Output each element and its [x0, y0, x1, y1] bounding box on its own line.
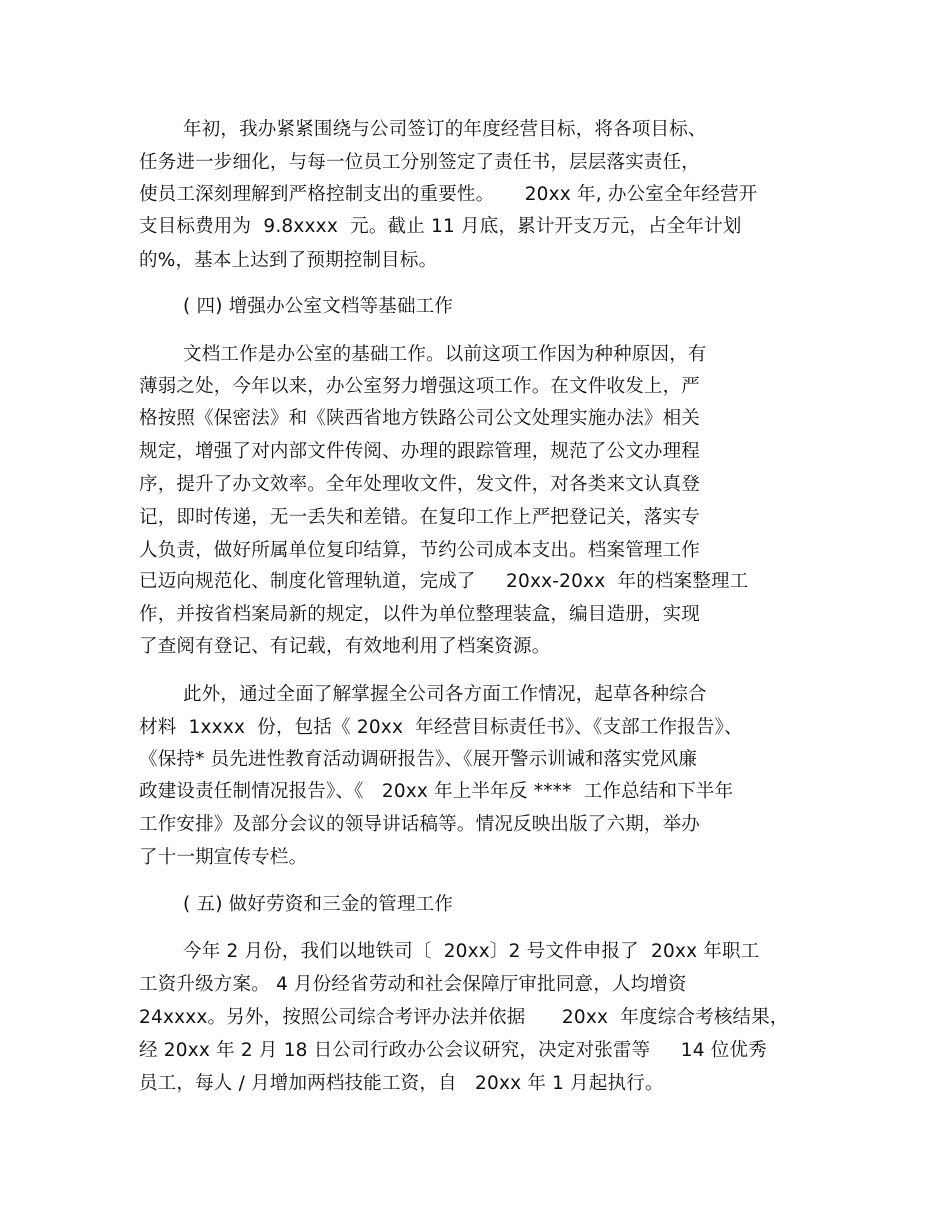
text-line: 了查阅有登记、有记载，有效地利用了档案资源。: [139, 636, 551, 657]
text-line: 的%，基本上达到了预期控制目标。: [139, 250, 438, 271]
text-line: 支目标费用为 9.8xxxx 元。截止 11 月底，累计开支万元，占全年计划: [139, 216, 742, 237]
text-line: 格按照《保密法》和《陕西省地方铁路公司公文处理实施办法》相关: [139, 408, 701, 429]
text-line: 今年 2 月份，我们以地铁司〔 20xx〕2 号文件申报了 20xx 年职工: [183, 941, 760, 962]
text-line: 使员工深刻理解到严格控制支出的重要性。 20xx 年, 办公室全年经营开: [139, 184, 758, 205]
text-line: 年初，我办紧紧围绕与公司签订的年度经营目标，将各项目标、: [183, 119, 707, 140]
text-line: 人负责，做好所属单位复印结算，节约公司成本支出。档案管理工作: [139, 540, 701, 561]
text-line: 作，并按省档案局新的规定，以件为单位整理装盒，编目造册，实现: [139, 604, 701, 625]
section-heading: ( 四) 增强办公室文档等基础工作: [183, 296, 454, 317]
text-line: 经 20xx 年 2 月 18 日公司行政办公会议研究，决定对张雷等 14 位优秀: [139, 1040, 767, 1061]
text-line: 规定，增强了对内部文件传阅、办理的跟踪管理，规范了公文办理程: [139, 441, 701, 462]
text-line: 工资升级方案。 4 月份经省劳动和社会保障厅审批同意，人均增资: [139, 974, 687, 995]
text-line: 薄弱之处，今年以来，办公室努力增强这项工作。在文件收发上，严: [139, 376, 701, 397]
text-line: 材料 1xxxx 份，包括《 20xx 年经营目标责任书》、《支部工作报告》、: [139, 717, 743, 738]
text-line: 记，即时传递，无一丢失和差错。在复印工作上严把登记关，落实专: [139, 507, 701, 528]
text-line: 文档工作是办公室的基础工作。以前这项工作因为种种原因，有: [183, 344, 707, 365]
text-line: 此外，通过全面了解掌握全公司各方面工作情况，起草各种综合: [183, 684, 707, 705]
text-line: 已迈向规范化、制度化管理轨道，完成了 20xx-20xx 年的档案整理工: [139, 571, 749, 592]
text-line: 工作安排》及部分会议的领导讲话稿等。情况反映出版了六期，举办: [139, 814, 701, 835]
text-line: 员工，每人 / 月增加两档技能工资，自 20xx 年 1 月起执行。: [139, 1073, 664, 1094]
text-line: 《保持* 员先进性教育活动调研报告》、《展开警示训诫和落实党风廉: [139, 749, 698, 770]
section-heading: ( 五) 做好劳资和三金的管理工作: [183, 894, 454, 915]
text-line: 任务进一步细化，与每一位员工分别签定了责任书，层层落实责任，: [139, 152, 701, 173]
text-line: 24xxxx。另外，按照公司综合考评办法并依据 20xx 年度综合考核结果，: [139, 1007, 789, 1028]
text-line: 了十一期宣传专栏。: [139, 847, 308, 868]
text-line: 政建设责任制情况报告》、《 20xx 年上半年反 **** 工作总结和下半年: [139, 781, 734, 802]
text-line: 序，提升了办文效率。全年处理收文件，发文件，对各类来文认真登: [139, 474, 701, 495]
